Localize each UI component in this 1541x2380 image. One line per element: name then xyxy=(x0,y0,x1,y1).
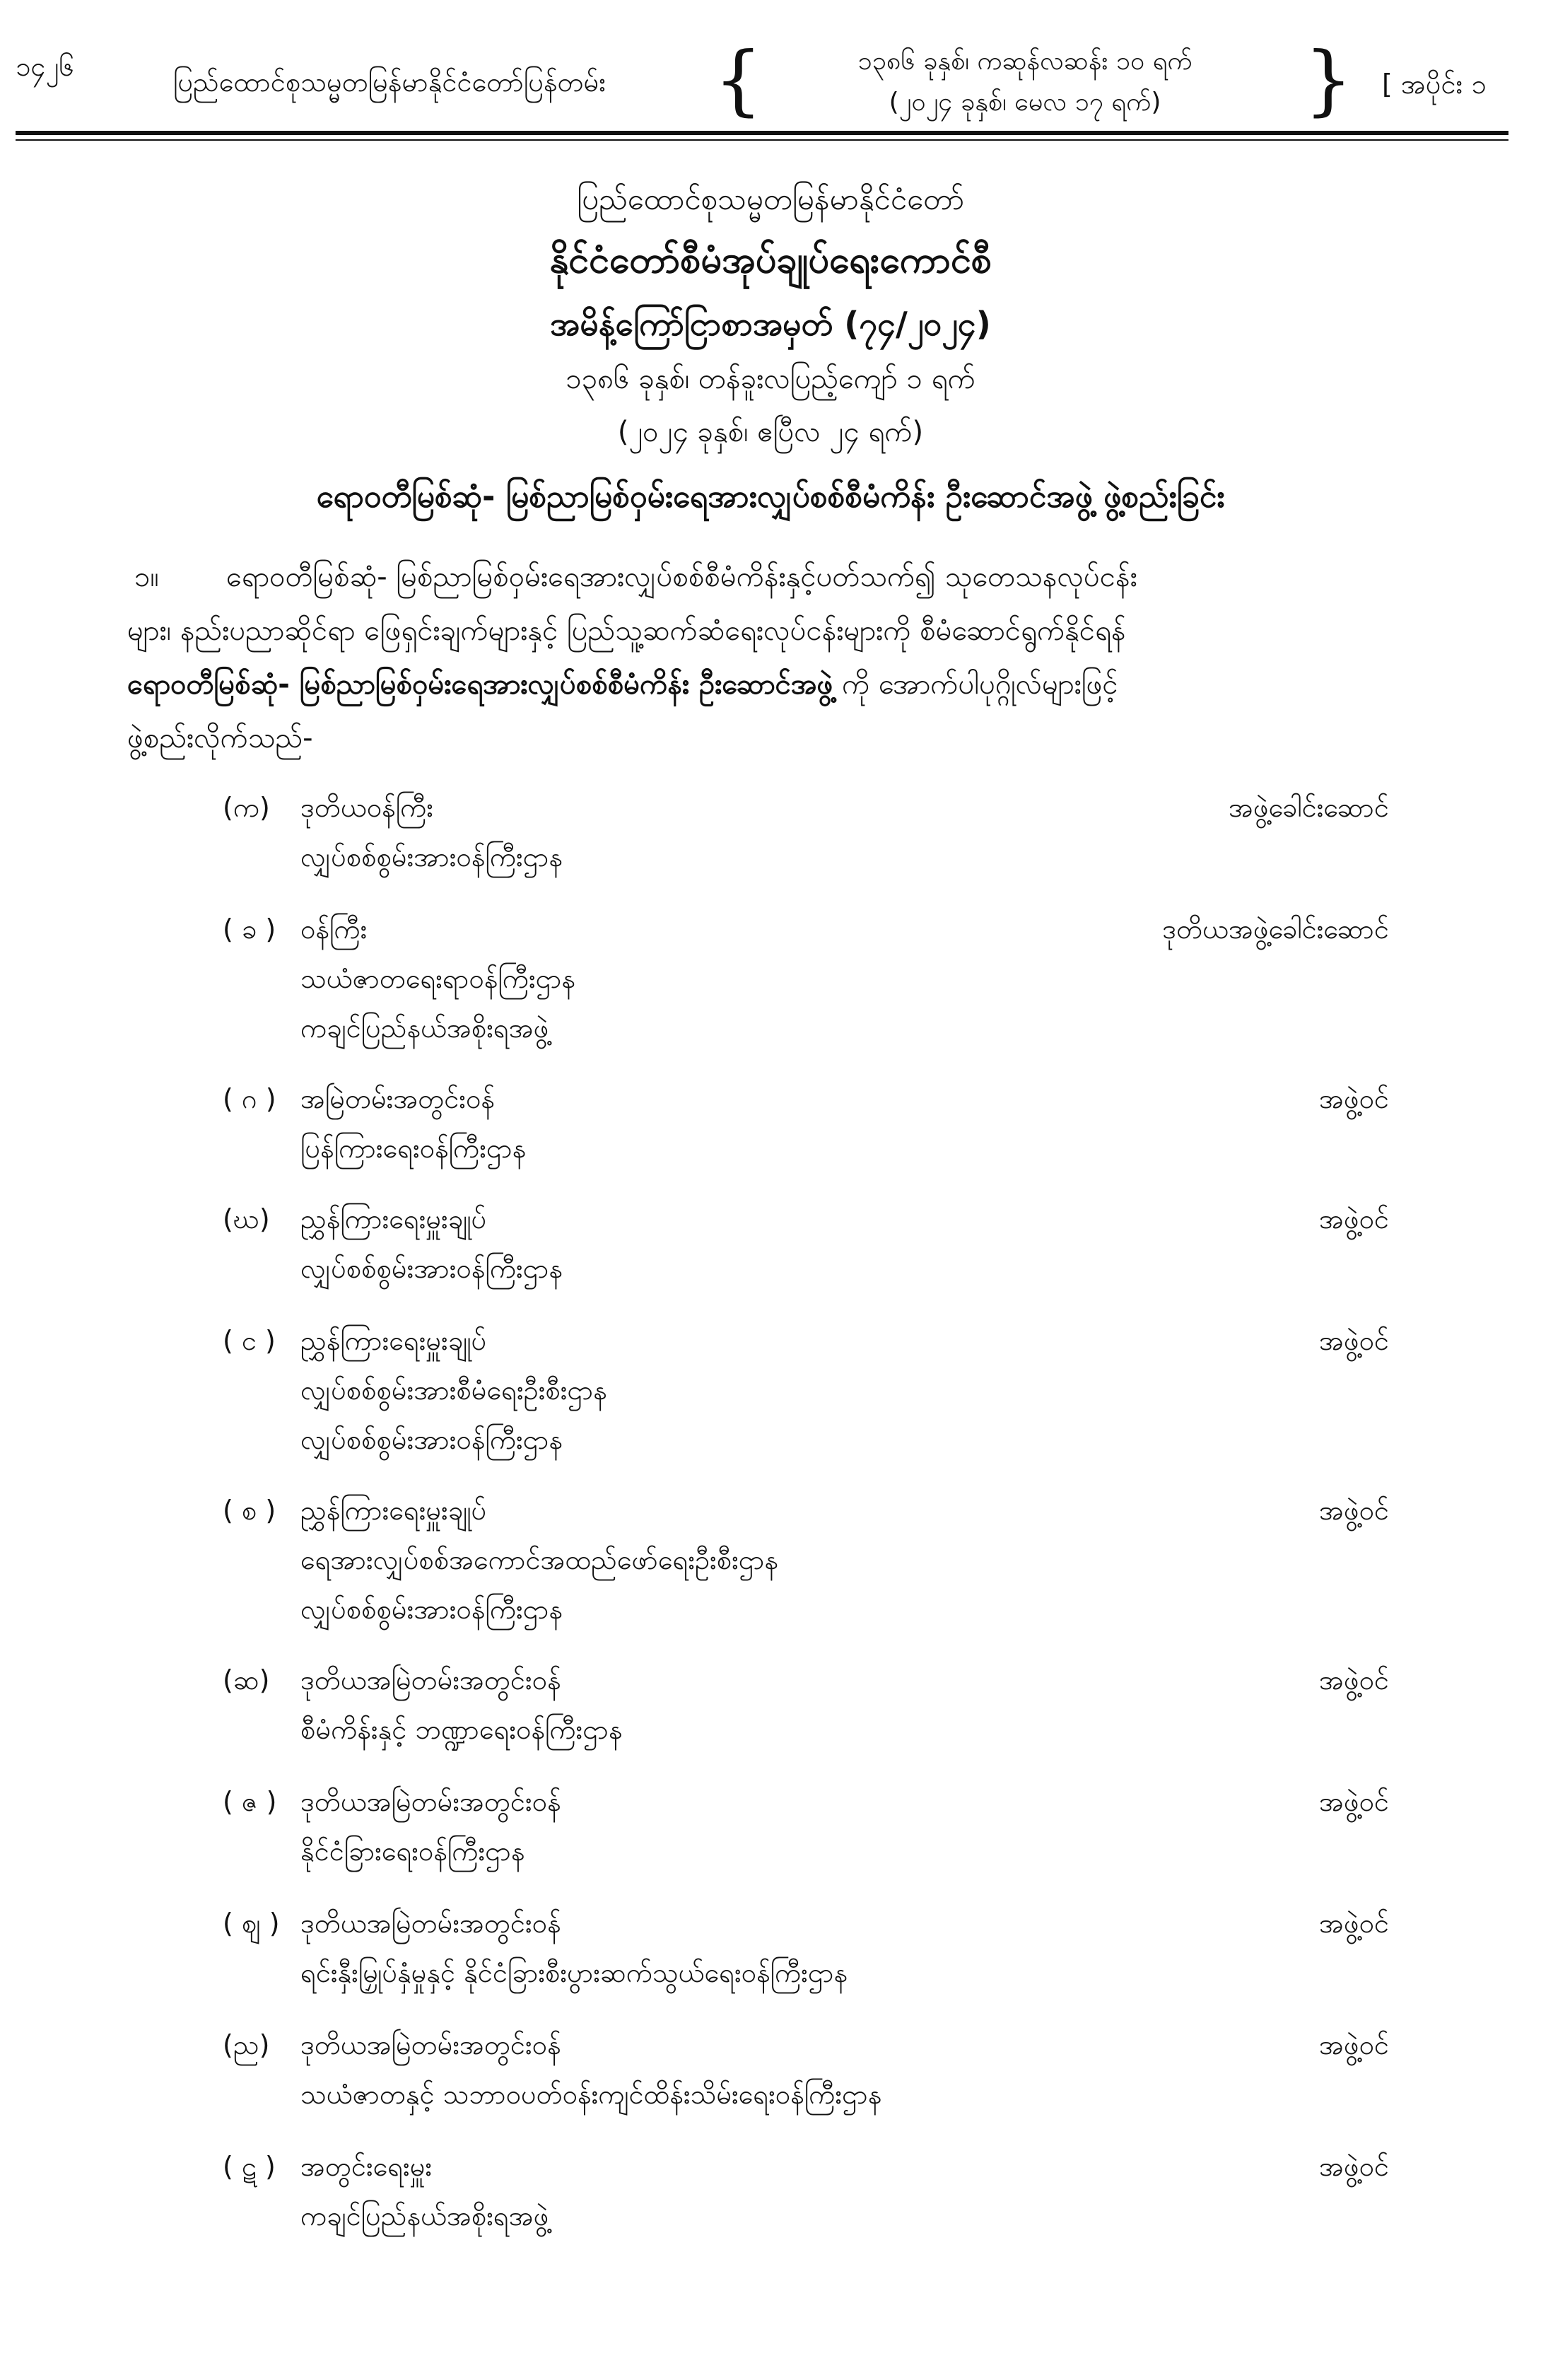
member-organization: ရင်းနှီးမြှုပ်နှံမှုနှင့် နိုင်ငံခြားစီးပွားဆက်သွယ်ရေးဝန်ကြီးဌာန xyxy=(300,1957,848,1988)
paragraph-text: ကို အောက်ပါပုဂ္ဂိုလ်များဖြင့် xyxy=(833,668,1118,701)
member-organization: သယံဇာတရေးရာဝန်ကြီးဌာန xyxy=(300,963,575,994)
member-position: ဒုတိယအမြဲတမ်းအတွင်းဝန် xyxy=(300,1664,561,1696)
member-role: အဖွဲ့ဝင် xyxy=(1318,1786,1389,1817)
notification-date-myanmar: ၁၃၈၆ ခုနှစ်၊ တန်ခူးလပြည့်ကျော် ၁ ရက် xyxy=(566,363,975,395)
member-label: (က) xyxy=(223,792,270,823)
member-position: ညွှန်ကြားရေးမှူးချုပ် xyxy=(300,1203,487,1235)
member-organization: လျှပ်စစ်စွမ်းအားဝန်ကြီးဌာန xyxy=(300,841,563,873)
member-organization: ကချင်ပြည်နယ်အစိုးရအဖွဲ့ xyxy=(300,2200,549,2232)
member-label: ( င ) xyxy=(223,1325,276,1356)
member-position: ဒုတိယဝန်ကြီး xyxy=(300,792,433,823)
header-date-myanmar: ၁၃၈၆ ခုနှစ်၊ ကဆုန်လဆန်း ၁၀ ရက် xyxy=(857,47,1193,76)
member-label: ( ဂ ) xyxy=(223,1083,276,1114)
member-role: အဖွဲ့ဝင် xyxy=(1318,1908,1389,1939)
member-role: အဖွဲ့ဝင် xyxy=(1318,2151,1389,2182)
notification-date-gregorian: (၂၀၂၄ ခုနှစ်၊ ဧပြီလ ၂၄ ရက်) xyxy=(617,416,924,448)
member-role: ဒုတိယအဖွဲ့ခေါင်းဆောင် xyxy=(1162,914,1389,945)
member-role: အဖွဲ့ဝင် xyxy=(1318,1664,1389,1696)
member-label: (ည) xyxy=(223,2029,270,2060)
running-header xyxy=(0,28,1541,134)
paragraph-line: များ၊ နည်းပညာဆိုင်ရာ ဖြေရှင်းချက်များနှင့် ပြည်သူ့ဆက်ဆံရေးလုပ်ငန်းများကို စီမံဆောင်ရွက်နိုင်ရန် xyxy=(127,614,1126,647)
member-role: အဖွဲ့ခေါင်းဆောင် xyxy=(1229,792,1389,823)
member-organization: ကချင်ပြည်နယ်အစိုးရအဖွဲ့ xyxy=(300,1013,549,1044)
member-role: အဖွဲ့ဝင် xyxy=(1318,1325,1389,1356)
member-organization: လျှပ်စစ်စွမ်းအားစီမံရေးဦးစီးဌာန xyxy=(300,1375,607,1406)
notification-number: အမိန့်ကြော်ငြာစာအမှတ် (၇၄/၂၀၂၄) xyxy=(550,305,991,343)
member-position: ဒုတိယအမြဲတမ်းအတွင်းဝန် xyxy=(300,1908,561,1939)
member-position: အမြဲတမ်းအတွင်းဝန် xyxy=(300,1083,495,1114)
header-rule-thick xyxy=(16,131,1508,135)
committee-name: ရောဝတီမြစ်ဆုံ- မြစ်ညာမြစ်ဝှမ်းရေအားလျှပ်စစ်စီမံကိန်း ဦးဆောင်အဖွဲ့ xyxy=(127,668,833,701)
member-role: အဖွဲ့ဝင် xyxy=(1318,1083,1389,1114)
member-position: ညွှန်ကြားရေးမှူးချုပ် xyxy=(300,1325,487,1356)
member-organization: နိုင်ငံခြားရေးဝန်ကြီးဌာန xyxy=(300,1836,525,1867)
member-position: ဒုတိယအမြဲတမ်းအတွင်းဝန် xyxy=(300,2029,561,2060)
paragraph-line: ဖွဲ့စည်းလိုက်သည်- xyxy=(127,722,313,754)
member-organization: သယံဇာတနှင့် သဘာဝပတ်ဝန်းကျင်ထိန်းသိမ်းရေးဝန်ကြီးဌာန xyxy=(300,2079,882,2110)
member-organization: ပြန်ကြားရေးဝန်ကြီးဌာန xyxy=(300,1133,527,1164)
member-role: အဖွဲ့ဝင် xyxy=(1318,1203,1389,1235)
member-label: ( ဈ ) xyxy=(223,1908,280,1939)
member-label: ( စ ) xyxy=(223,1495,276,1526)
country-name: ပြည်ထောင်စုသမ္မတမြန်မာနိုင်ငံတော် xyxy=(576,182,964,216)
member-organization: လျှပ်စစ်စွမ်းအားဝန်ကြီးဌာန xyxy=(300,1594,563,1625)
member-position: ဒုတိယအမြဲတမ်းအတွင်းဝန် xyxy=(300,1786,561,1817)
member-label: (ဃ) xyxy=(223,1203,270,1235)
header-date-gregorian: (၂၀၂၄ ခုနှစ်၊ မေလ ၁၇ ရက်) xyxy=(889,88,1161,117)
page-number: ၁၄၂၆ xyxy=(16,51,74,82)
member-label: ( ခ ) xyxy=(223,914,276,945)
part-label: [ အပိုင်း ၁ xyxy=(1382,69,1487,100)
paragraph-line xyxy=(127,550,1400,604)
member-label: (ဆ) xyxy=(223,1664,270,1696)
member-role: အဖွဲ့ဝင် xyxy=(1318,2029,1389,2060)
right-brace: } xyxy=(1304,36,1353,124)
paragraph-text: ရောဝတီမြစ်ဆုံ- မြစ်ညာမြစ်ဝှမ်းရေအားလျှပ်စစ်စီမံကိန်းနှင့်ပတ်သက်၍ သုတေသနလုပ်ငန်း xyxy=(226,561,1137,593)
council-name: နိုင်ငံတော်စီမံအုပ်ချုပ်ရေးကောင်စီ xyxy=(549,239,992,281)
left-brace: { xyxy=(714,36,763,124)
member-position: ညွှန်ကြားရေးမှူးချုပ် xyxy=(300,1495,487,1526)
notification-heading: ရောဝတီမြစ်ဆုံ- မြစ်ညာမြစ်ဝှမ်းရေအားလျှပ်စစ်စီမံကိန်း ဦးဆောင်အဖွဲ့ ဖွဲ့စည်းခြင်း xyxy=(316,479,1225,515)
member-organization: စီမံကိန်းနှင့် ဘဏ္ဍာရေးဝန်ကြီးဌာန xyxy=(300,1714,623,1745)
member-role: အဖွဲ့ဝင် xyxy=(1318,1495,1389,1526)
paragraph-line xyxy=(127,658,1400,711)
member-organization: ရေအားလျှပ်စစ်အကောင်အထည်ဖော်ရေးဦးစီးဌာန xyxy=(300,1544,779,1575)
member-label: ( ဇ ) xyxy=(223,1786,277,1817)
member-organization: လျှပ်စစ်စွမ်းအားဝန်ကြီးဌာန xyxy=(300,1253,563,1284)
member-label: ( ဋ ) xyxy=(223,2151,276,2182)
member-position: အတွင်းရေးမှူး xyxy=(300,2151,433,2182)
member-organization: လျှပ်စစ်စွမ်းအားဝန်ကြီးဌာန xyxy=(300,1424,563,1455)
header-rule-thin xyxy=(16,139,1508,141)
paragraph-number: ၁။ xyxy=(134,561,159,593)
gazette-title: ပြည်ထောင်စုသမ္မတမြန်မာနိုင်ငံတော်ပြန်တမ်း xyxy=(173,66,606,98)
member-position: ဝန်ကြီး xyxy=(300,914,368,945)
